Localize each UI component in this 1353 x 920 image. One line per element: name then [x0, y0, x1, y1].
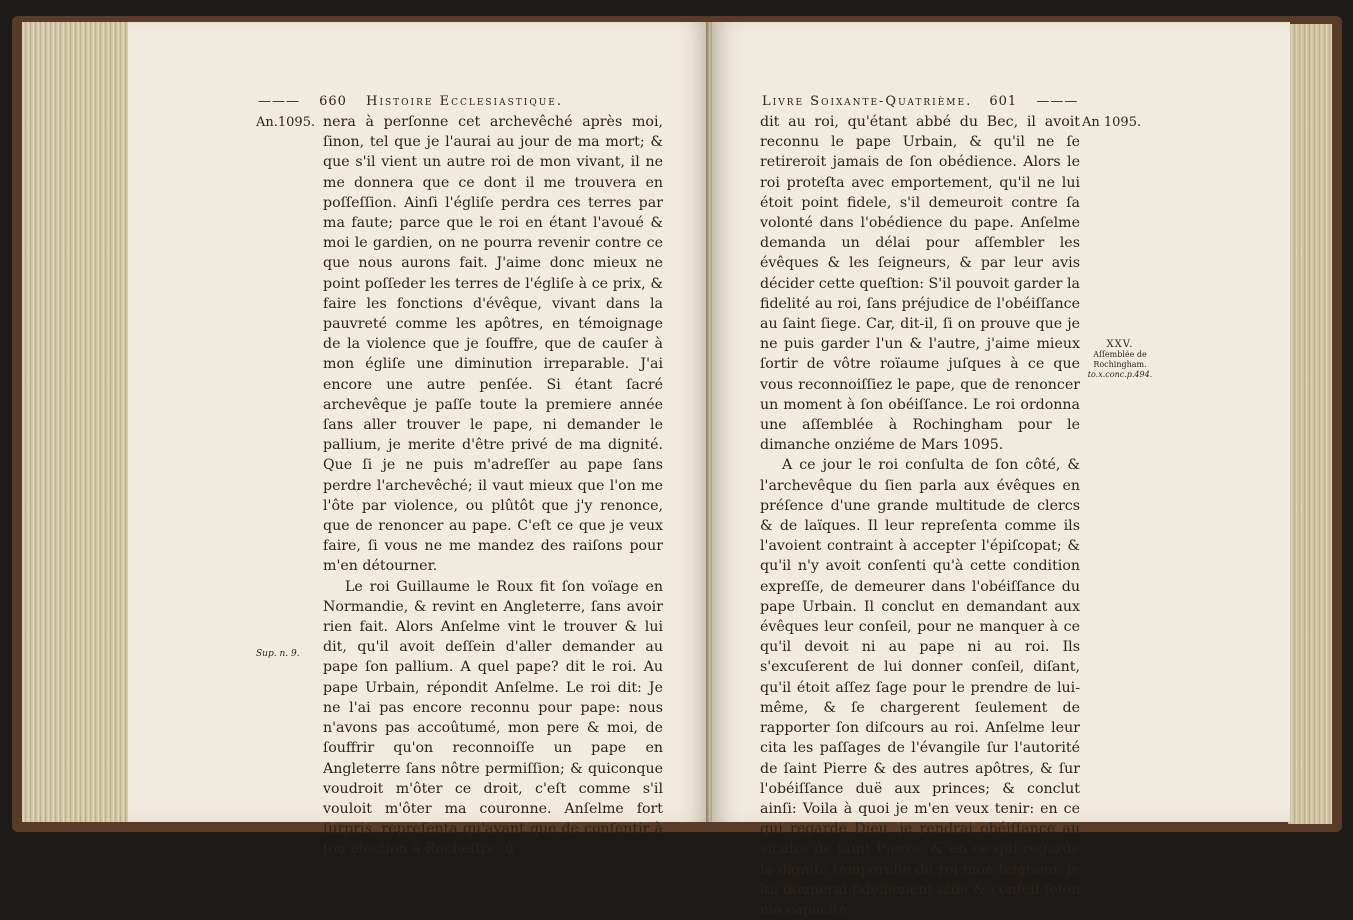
- side-note-title: Aſſemblée de Rochingham.: [1093, 350, 1147, 369]
- left-body-text: [323, 112, 663, 860]
- left-running-head: [258, 94, 563, 109]
- left-page-number: 660: [319, 94, 347, 109]
- left-page: [128, 22, 709, 858]
- right-running-title: Livre Soixante-Quatrième.: [762, 94, 973, 109]
- left-paragraph-1: nera à perſonne cet archevêché après moi, ſinon, tel que je l'aurai au jour de ma mort; & que s'il vient un autre roi de mon vivant, il ne me donnera que ce dont il me trouvera en poſſeſſion. Ainſi l'égliſe perdra ces terres par ma faute; parce que le roi en étant l'avoué & moi le gardien, on ne pourra revenir contre ce que nous aurons fait. J'aime donc mieux ne point poſſeder les terres de l'égliſe à ce prix, & faire les fonctions d'évêque, vivant dans la pauvreté comme les apôtres, en témoignage de la violence que je ſouffre, que de cauſer à mon égliſe une diminution irreparable. J'ai encore une autre penſée. Si étant ſacré archevêque je paſſe toute la premiere année ſans aller trouver le pape, ni demander le pallium, je merite d'être privé de ma dignité. Que ſi je ne puis m'adreſſer au pape ſans perdre l'archevêché; il vaut mieux que l'on me l'ôte par violence, ou plûtôt que j'y renonce, que de renoncer au pape. C'eſt ce que je veux faire, ſi vous ne me mandez des raiſons pour m'en détourner.: [323, 114, 663, 575]
- right-running-head: [762, 94, 1078, 109]
- right-head-rule: ———: [1036, 94, 1079, 109]
- left-paragraph-2: Le roi Guillaume le Roux fit ſon voïage en Normandie, & revint en Angleterre, ſans avoir rien fait. Alors Anſelme vint le trouver & lui dit, qu'il avoit deſſein d'aller demander au pape ſon pallium. A quel pape? dit le roi. Au pape Urbain, répondit Anſelme. Le roi dit: Je ne l'ai pas encore reconnu pour pape: nous n'avons pas accoûtumé, mon pere & moi, de ſouffrir qu'on reconnoiſſe un pape en Angleterre ſans nôtre permiſſion; & quiconque voudroit m'ôter ce droit, c'eſt comme s'il vouloit m'ôter ma couronne. Anſelme fort ſurpris, repreſenta qu'avant que de conſentir à ſon élection à Rocheſtre, il: [323, 578, 663, 858]
- side-note-ref: to.x.conc.p.494.: [1087, 370, 1153, 379]
- right-page: [712, 22, 1290, 918]
- left-margin-ref: Sup. n. 9.: [256, 649, 300, 659]
- right-margin-year: An 1095.: [1082, 115, 1142, 130]
- left-page-edges: [22, 22, 132, 822]
- side-note-number: XXV.: [1106, 339, 1134, 350]
- left-head-rule: ———: [258, 94, 300, 109]
- side-note: [1080, 340, 1160, 380]
- right-paragraph-1: dit au roi, qu'étant abbé du Bec, il avoit reconnu le pape Urbain, & qu'il ne ſe retireroit jamais de ſon obédience. Alors le roi proteſta avec emportement, qu'il ne lui étoit point fidele, s'il demeuroit contre ſa volonté dans l'obédience du pape. Anſelme demanda un délai pour aſſembler les évêques & les ſeigneurs, & par leur avis décider cette queſtion: S'il pouvoit garder la fidelité au roi, ſans préjudice de l'obéiſſance au ſaint ſiege. Car, dit-il, ſi on prouve que je ne puis garder l'un & l'autre, j'aime mieux ſortir de vôtre roïaume juſques à ce que vous reconnoiſſiez le pape, que de renoncer un moment à ſon obéiſſance. Le roi ordonna une aſſemblée à Rochingham pour le dimanche onziéme de Mars 1095.: [760, 114, 1080, 454]
- right-page-edges: [1288, 24, 1332, 824]
- right-body-text: [760, 112, 1080, 920]
- left-running-title: Histoire Ecclesiastique.: [366, 94, 563, 109]
- right-page-number: 601: [989, 94, 1018, 109]
- right-paragraph-2: A ce jour le roi conſulta de ſon côté, & l'archevêque du ſien parla aux évêques en préſence d'une grande multitude de clercs & de laïques. Il leur repreſenta comme ils l'avoient contraint à accepter l'épiſcopat; & qu'il n'y avoit conſenti qu'à cette condition expreſſe, de demeurer dans l'obéiſſance du pape Urbain. Il conclut en demandant aux évêques leur conſeil, pour ne manquer à ce qu'il devoit ni au pape ni au roi. Ils s'excuſerent de lui donner conſeil, diſant, qu'il étoit aſſez ſage pour le prendre de lui-même, & ſe chargerent ſeulement de rapporter ſon diſcours au roi. Anſelme leur cita les paſſages de l'évangile ſur l'autorité de ſaint Pierre & des autres apôtres, & ſur l'obéiſſance duë aux princes; & conclut ainſi: Voila à quoi je m'en veux tenir: en ce qui regarde Dieu, je rendrai obéiſſance au vicaire de ſaint Pierre, & en ce qui regarde la dignité temporelle du roi mon ſeigneur, je lui donnerai fidellement aide & conſeil ſelon ma capacité.: [760, 457, 1080, 918]
- left-margin-year: An.1095.: [256, 115, 316, 130]
